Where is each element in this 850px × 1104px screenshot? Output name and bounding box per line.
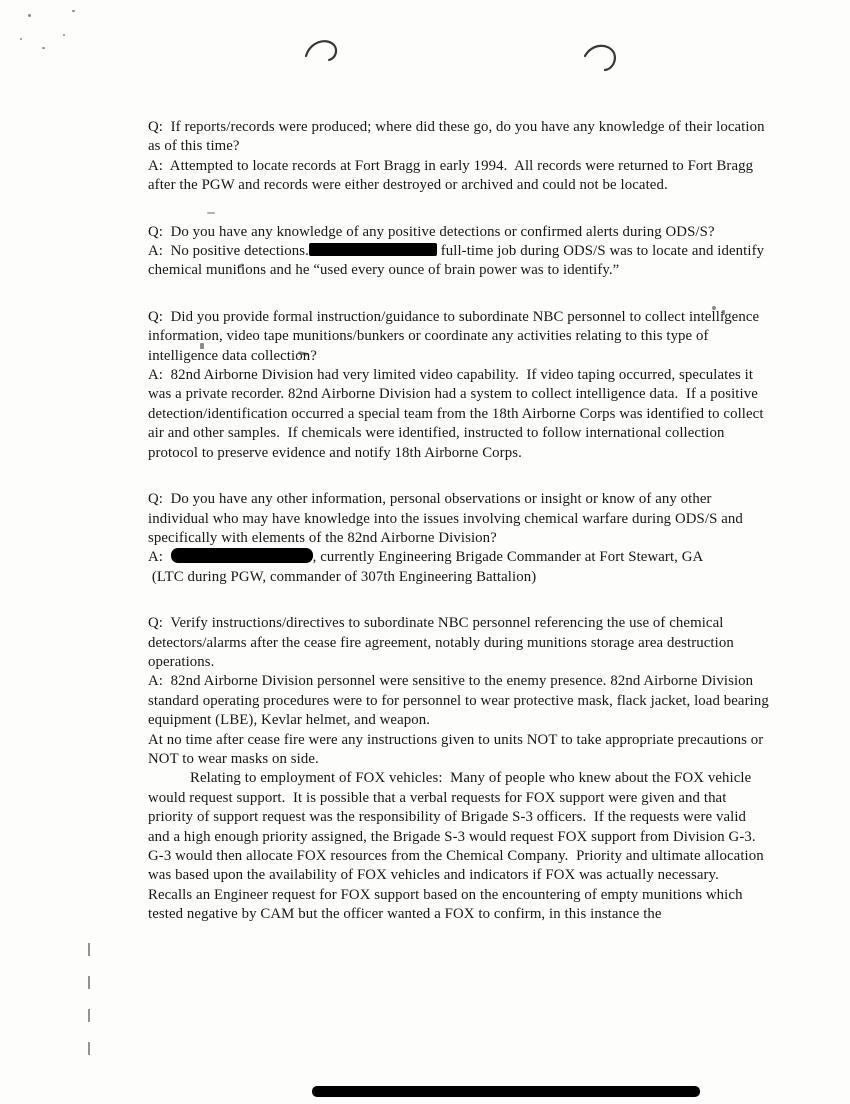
transcript-body	[148, 118, 773, 952]
scan-speckle	[20, 38, 22, 40]
answer-segment: A:	[148, 549, 171, 566]
answer-paragraph-2: At no time after cease fire were any instructions given to units NOT to take appropriate precautions or NOT to wear masks on side.	[148, 731, 768, 767]
margin-tick	[88, 943, 90, 956]
answer-text	[148, 548, 770, 567]
answer-text	[148, 242, 770, 281]
redaction-bar	[309, 243, 437, 256]
answer-segment: A: No positive detections.	[148, 243, 309, 260]
question-text: Q: Do you have any knowledge of any positive detections or confirmed alerts during ODS/S?	[148, 223, 715, 240]
answer-text: A: 82nd Airborne Division had very limited video capability. If video taping occurred, speculates it was a private recorder. 82nd Airborne Division had a system to collect intelligence data. If a positive detection/identification occurred a special team from the 18th Airborne Corps was identified to collect air and other samples. If chemicals were identified, instructed to follow international collection protocol to preserve evidence and notify 18th Airborne Corps.	[148, 367, 768, 461]
scanner-black-bar	[312, 1086, 700, 1097]
question-text: Q: Verify instructions/directives to subordinate NBC personnel referencing the use of chemical detectors/alarms after the cease fire agreement, notably during munitions storage area destruction operations.	[148, 615, 738, 670]
qa-block-5	[148, 614, 773, 925]
answer-text: A: Attempted to locate records at Fort Bragg in early 1994. All records were returned to Fort Bragg after the PGW and records were either destroyed or archived and could not be located.	[148, 157, 757, 194]
margin-tick	[88, 976, 90, 989]
scan-speckle	[63, 34, 65, 36]
qa-block-2	[148, 223, 770, 281]
qa-block-3	[148, 308, 770, 463]
pen-curl-mark-icon	[303, 36, 341, 70]
answer-paragraph-1: A: 82nd Airborne Division personnel were sensitive to the enemy presence. 82nd Airborne Division standard operating procedures were to for personnel to wear protective mask, flack jacket, load bearing equipment (LBE), Kevlar helmet, and weapon.	[148, 673, 773, 729]
redaction-bar	[171, 548, 313, 563]
question-text: Q: Do you have any other information, personal observations or insight or know of any other individual who may have knowledge into the issues involving chemical warfare during ODS/S and specifically with elements of the 82nd Airborne Division?	[148, 491, 747, 546]
question-text: Q: Did you provide formal instruction/guidance to subordinate NBC personnel to collect intelligence information, video tape munitions/bunkers or coordinate any activities relating to this type of intelligence data collection?	[148, 308, 763, 364]
margin-tick	[88, 1009, 90, 1022]
scan-speckle	[28, 14, 31, 17]
answer-segment: , currently Engineering Brigade Commander at Fort Stewart, GA	[312, 549, 704, 566]
qa-block-1	[148, 118, 770, 196]
answer-paragraph-3: Relating to employment of FOX vehicles: Many of people who knew about the FOX vehicle would request support. It is possible that a verbal requests for FOX support were given and that priority of support request was the responsibility of Brigade S-3 officers. If the requests were valid and a high enough priority assigned, the Brigade S-3 would request FOX support from Division G-3. G-3 would then allocate FOX resources from the Chemical Company. Priority and ultimate allocation was based upon the availability of FOX vehicles and indicators if FOX was actually necessary. Recalls an Engineer request for FOX support based on the encountering of empty munitions which tested negative by CAM but the officer wanted a FOX to confirm, in this instance the	[148, 770, 768, 923]
question-text: Q: If reports/records were produced; where did these go, do you have any knowledge of their location as of this time?	[148, 119, 769, 155]
answer-segment: full-time job during ODS/S was to locate and identify chemical munitions and he “used every ounce of brain power was to identify.”	[148, 243, 768, 279]
answer-text-line2: (LTC during PGW, commander of 307th Engineering Battalion)	[148, 568, 537, 585]
qa-block-4	[148, 490, 770, 587]
scan-speckle	[42, 47, 45, 49]
margin-tick	[88, 1042, 90, 1055]
scan-speckle	[72, 10, 75, 12]
pen-curl-mark-icon	[583, 40, 621, 76]
